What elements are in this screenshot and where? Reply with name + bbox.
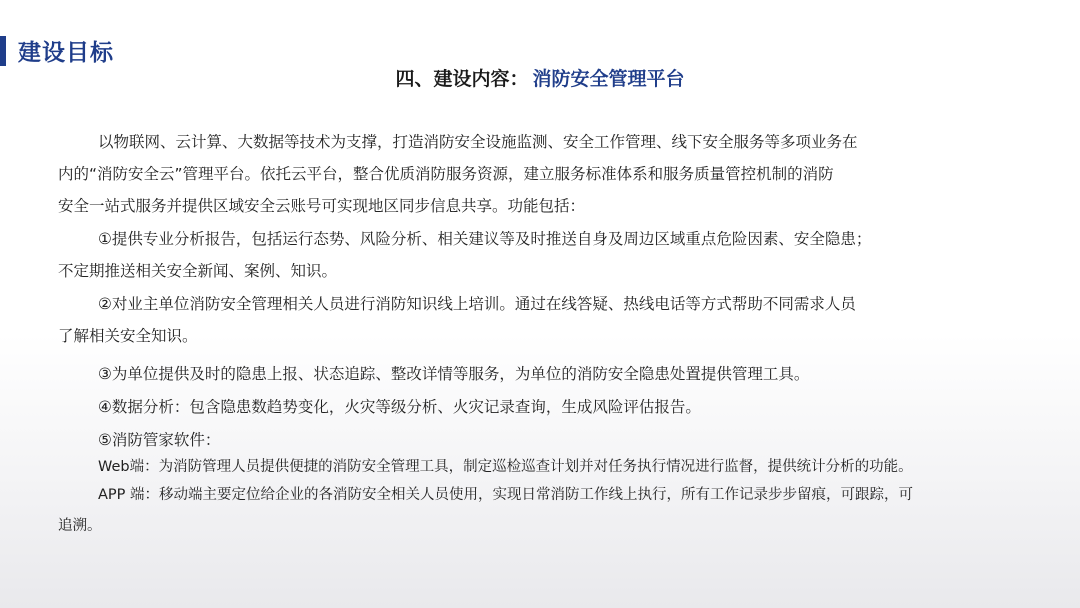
feature-4: ④数据分析：包含隐患数趋势变化，火灾等级分析、火灾记录查询，生成风险评估报告。: [98, 398, 701, 416]
page-title-prefix: 四、建设内容：: [395, 68, 529, 90]
feature-1-line-2: 不定期推送相关安全新闻、案例、知识。: [58, 262, 338, 280]
feature-2-line-2: 了解相关安全知识。: [58, 327, 198, 345]
section-accent-bar: [0, 36, 6, 66]
paragraph-intro-line-2: 内的“消防安全云”管理平台。依托云平台，整合优质消防服务资源，建立服务标准体系和服务质量管控机制的消防: [58, 165, 834, 183]
app-client-description-line-2: 追溯。: [58, 518, 102, 534]
paragraph-intro-line-3: 安全一站式服务并提供区域安全云账号可实现地区同步信息共享。功能包括：: [58, 197, 586, 215]
feature-1-line-1: ①提供专业分析报告，包括运行态势、风险分析、相关建议等及时推送自身及周边区域重点危险因素、安全隐患；: [98, 230, 872, 248]
paragraph-intro-line-1: 以物联网、云计算、大数据等技术为支撑，打造消防安全设施监测、安全工作管理、线下安全服务等多项业务在: [98, 133, 858, 151]
app-client-description-line-1: APP 端：移动端主要定位给企业的各消防安全相关人员使用，实现日常消防工作线上执行，所有工作记录步步留痕，可跟踪，可: [98, 487, 914, 503]
feature-2-line-1: ②对业主单位消防安全管理相关人员进行消防知识线上培训。通过在线答疑、热线电话等方式帮助不同需求人员: [98, 295, 856, 313]
page-title: [0, 64, 1080, 91]
feature-3: ③为单位提供及时的隐患上报、状态追踪、整改详情等服务，为单位的消防安全隐患处置提供管理工具。: [98, 365, 810, 383]
section-title: 建设目标: [18, 40, 114, 66]
web-client-description: Web端：为消防管理人员提供便捷的消防安全管理工具，制定巡检巡查计划并对任务执行情况进行监督，提供统计分析的功能。: [98, 459, 913, 475]
page-title-name: 消防安全管理平台: [532, 68, 685, 90]
feature-5-heading: ⑤消防管家软件：: [98, 431, 221, 449]
